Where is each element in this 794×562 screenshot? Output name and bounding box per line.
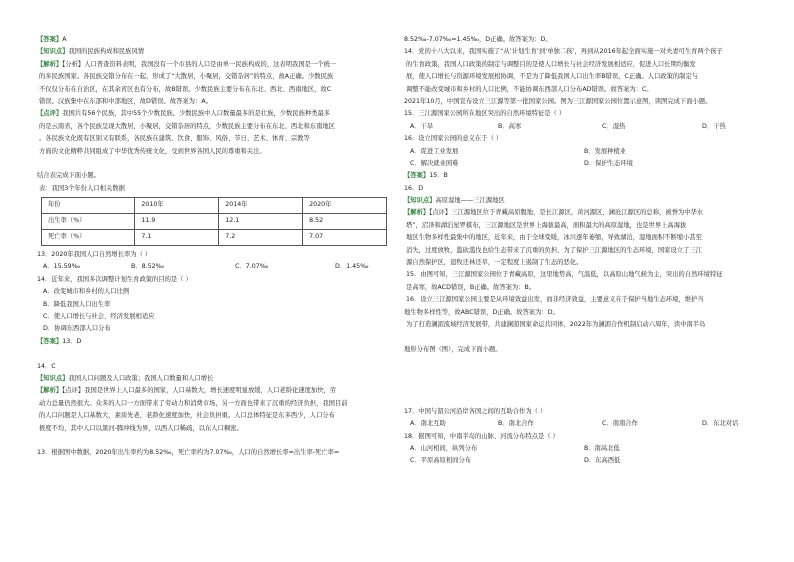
table-cell: 7.07 [303,230,387,246]
option-b: B．发展种植业 [584,147,627,155]
option-d: D．1.45‰ [335,263,369,271]
table-row [42,214,387,230]
text-line: 调整不能改变城市和乡村的人口比例，不能协调东西部人口分布AD错误。故答案为：C。 [406,85,653,93]
population-table [41,197,387,246]
text-line: 不仅仅分布在自治区，在其余省区也有分布，故B错误。少数民族主要分布在东北、西北、西南地区，故C [39,85,332,93]
table-row [42,198,387,214]
text-line [404,331,764,343]
knowledge-point: 【知识点】我国的民族构成和民族风情 [37,48,145,56]
table-cell: 12.1 [219,214,303,230]
text-line: 15．由图可知，三江源国家公园位于青藏高原，这里地势高，气温低，以高原山地气候为主，突出的自然环境特征 [406,271,723,279]
table-cell: 死亡率（%） [42,230,135,246]
option-c: C．使人口增长与社会、经济发展相适应 [43,313,155,321]
table-row [42,230,387,246]
text-line: 极度不均，其中人口以黑河-腾冲线为界，以西人口稀疏，以东人口稠密。 [39,424,243,432]
text-line: 消失，过度放牧，滥砍滥伐也给生态带来了沉重的负担，为了保护三江源地区的生态环境，国家设立了三江 [406,246,702,254]
text-line: 展，使人口增长与资源环境发展相协调，不是为了降低我国人口出生率B错误，C正确。人口政策的制定与 [406,73,699,81]
table-cell: 7.1 [135,230,219,246]
text-line: 2021年10月，中国宣布设立三江源等第一批国家公园。图为三江源国家公园位置示意图，读图完成下面小题。 [404,97,712,105]
answer-line: 【答案】13．D [37,337,82,345]
option-d: D．东北对话 [702,420,739,428]
text-line: 动力总量仍然很大。众多的人口一方面带来了劳动力和消费市场，另一方面也带来了沉重的经济负担，我国目前 [39,399,348,407]
text-line: 16．设立三江源国家公园主要是从环境效益出发，而非经济效益，主要意义在于保护当地生态环境，维护当 [406,296,704,304]
options-row [404,146,764,158]
option-b: B．高寒 [498,122,522,130]
option-d: D．东高西低 [584,457,621,465]
question-17: 17．中国与湄公河沿岸各国之间的互助合作为（ ） [404,407,547,415]
text-line: 14．党的十八大以来，我国实施了“从‘计划生育’到‘单独二孩’，再到从2016年起全面实施一对夫妻可生育两个孩子 [404,48,723,56]
text-line [404,356,764,368]
text-line [404,393,764,405]
table-cell: 出生率（%） [42,214,135,230]
answer-line: 【答案】A [37,36,67,43]
text-line: 的多民族国家。各民族交错分布在一起，形成了“大散居，小聚居，交错杂居”的特点，故A正确。少数民族 [39,73,334,81]
text-line [404,381,764,393]
knowledge-point: 【知识点】我国人口问题及人口政策；我国人口数量和人口增长 [37,374,214,382]
option-d: D．干热 [702,122,726,130]
question-18: 18．据图可知，中南半岛的山脉、河流分布特点是（ ） [404,432,559,440]
options-row [404,443,764,455]
answer-value: 16．D [404,184,424,192]
option-c: C．7.07‰ [235,263,269,271]
table-header-cell: 2010年 [135,198,219,214]
option-b: B．降低我国人口出生率 [43,300,111,308]
answer-value [37,348,397,360]
option-a: A．促进工业发展 [410,147,459,155]
option-b: B．南高北低 [584,444,620,452]
option-a: A．改变城市和乡村的人口比例 [43,288,130,296]
option-b: B．8.52‰ [131,263,165,271]
table-cell: 8.52 [303,214,387,230]
text-line: 地生物多样性等，故ABC错误，D正确。故答案为：D。 [404,308,559,316]
question-13: 13．2020年我国人口自然增长率为（ ） [37,251,152,259]
text-line [404,369,764,381]
text-line: 地区生物多样性最集中的地区，近年来，由于全球变暖，冰川逐年萎缩，导致湖泊，湿地面积不断缩小甚至 [406,234,702,242]
option-c: C．南南合作 [602,420,638,428]
options-row [37,261,397,273]
text-line: 塔”，沼泽和湖泊星罗棋布，三江源地区是世界上海拔最高，面积最大的高原湿地，也是世界上高海拔 [406,221,687,229]
table-header-cell: 2020年 [303,198,387,214]
options-row [404,455,764,467]
text-line: 13．根据图中数据，2020年出生率约为8.52‰，死亡率约为7.07‰，人口的自然增长率=出生率-死亡率= [37,449,340,457]
analysis-line: 【解析】【点评】三江源地区位于青藏高原腹地，是长江源区，黄河源区，澜沧江源区的总称，被誉为中华水 [404,209,704,217]
text-line: 的人口问题是人口基数大，素质先老，老龄化速度加快，社会负担重。人口总体特征是东多西少，人口分布 [39,412,335,420]
answer-line: 【答案】15．B [404,172,448,180]
option-d: D．保护生态环境 [584,159,633,167]
text-line: 为了打造澜湄流域经济发展带，共建澜湄国家命运共同体，2022年为澜湄合作机制启动六周年，读中南半岛 [406,320,706,328]
table-cell: 11.9 [135,214,219,230]
question-15: 15．三江源国家公园所在地区突出的自然环境特征是（ ） [404,110,566,118]
table-caption: 表：我国3个年份人口相关数据 [39,184,125,192]
instruction-line: 结合表完成下面小题。 [37,172,100,180]
option-a: A．15.59‰ [43,263,81,271]
text-line: 的生育政策，我国人口政策的制定与调整目的是使人口增长与社会经济发展相适应，促进人口长期均衡发 [406,60,696,68]
text-line: 错误。汉族集中在东部和中部地区，故D错误。故答案为：A。 [39,97,212,105]
analysis-line: 【解析】【分析】人口普查资料表明，我国没有一个市县的人口是由单一民族构成的，这表明我国是一个统一 [37,60,337,68]
answer-value: 14．C [37,362,56,370]
question-14: 14．近年来，我国多次调整计划生育政策的目的是（ ） [37,275,192,283]
text-line: 的是云南省，各个民族呈现大散居，小聚居，交错杂居的特点，少数民族主要分布在东北、西北和东南地区 [39,122,335,130]
option-d: D．协调东西部人口分布 [43,325,111,333]
text-line: 源自然保护区，退牧还林还草，一定程度上遏制了生态的恶化。 [406,259,583,267]
analysis-line: 【解析】【点评】我国是世界上人口最多的国家，人口基数大，增长速度明显放缓，人口老龄化速度加快，劳 [37,387,337,395]
table-header-cell: 年份 [42,198,135,214]
text-line [37,158,397,170]
text-line: 。各民族文化既有区别又有联系，各民族在建筑、饮食、服饰、风俗、节日、艺术、体育、宗教等 [39,135,310,143]
option-c: C．平原高原相间分布 [410,457,472,465]
question-16: 16．设立国家公园的意义在于（ ） [404,135,503,143]
options-row [404,158,764,170]
text-line: 是高寒，故ACD错误，B正确。故答案为：B。 [406,283,536,291]
option-c: C．湿热 [602,122,626,130]
table-cell: 7.2 [219,230,303,246]
option-a: A．南北互助 [410,420,446,428]
options-row [404,121,764,133]
table-header-cell: 2014年 [219,198,303,214]
option-a: A．山河相间，纵列分布 [410,444,478,452]
text-line: 方面的文化精粹共同组成了中华优秀传统文化，受到世界各国人民的尊重和关注。 [39,147,266,155]
text-line [37,435,397,447]
option-b: B．南北合作 [498,420,534,428]
text-line: 地形分布图（图），完成下面小题。 [404,345,502,353]
knowledge-point: 【知识点】高原湿地——三江源地区 [404,197,505,205]
option-c: C．解决就业困难 [410,159,459,167]
right-column [404,34,764,468]
comment-line: 【点评】我国共有56个民族，其中55个少数民族。少数民族中人口数量最多的是壮族，少数民族种类最多 [37,110,331,118]
text-line: 8.52‰-7.07‰=1.45‰，D正确。故答案为：D。 [404,36,552,43]
options-row [404,418,764,430]
option-a: A．干旱 [410,122,434,130]
left-column [37,34,397,460]
